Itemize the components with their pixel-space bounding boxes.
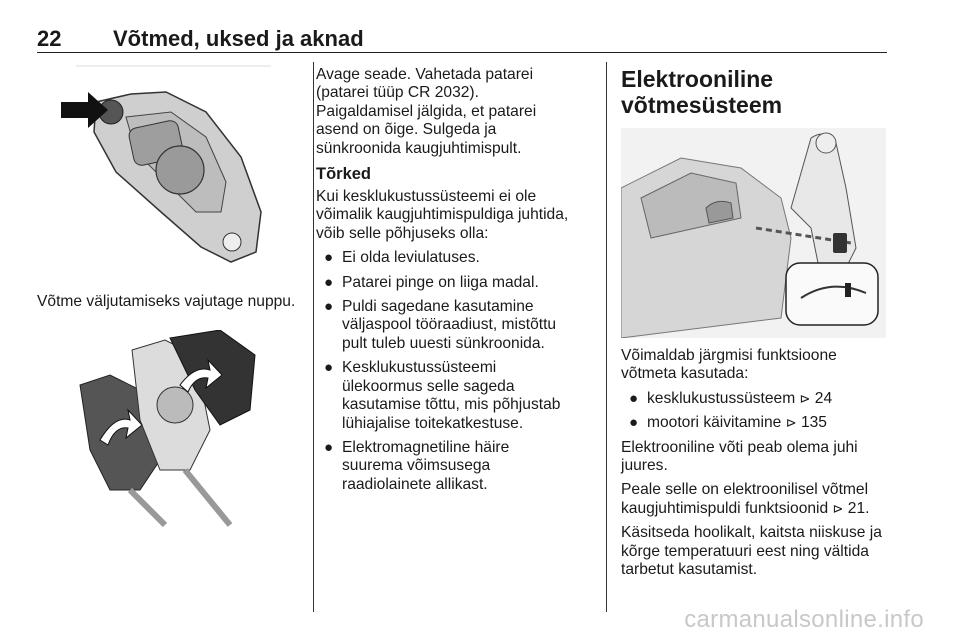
column-3-body [621,347,911,585]
battery-paragraph: Avage seade. Vahetada patarei (patarei tüüp CR 2032). Paigaldamisel jälgida, et patarei asend on õige. Sulgeda ja sünkroonida kaugjuhtimispult. [316,66,537,157]
remote-functions-paragraph: Peale selle on elektroonilisel võtmel kaugjuhtimispuldi funktsioonid ⊳ 21. [621,481,870,517]
list-item: ● Puldi sagedane kasutamine väljaspool tööraadiust, mistõttu pult tuleb uuesti sünkroonida. [324,298,557,352]
list-item: ● Ei olda leviulatuses. [324,249,480,267]
column-2 [316,66,602,500]
functions-intro: Võimaldab järgmisi funktsioone võtmeta kasutada: [621,347,837,383]
page-ref-icon: ⊳ [785,415,797,431]
page-ref-icon: ⊳ [832,500,844,516]
section-heading: Elektrooniline võtmesüsteem [621,66,783,118]
faults-heading: Tõrked [316,165,372,184]
page-ref-link[interactable]: 21. [847,499,870,517]
list-item: ● Kesklukustussüsteemi ülekoormus selle sageda kasutamise tõttu, mis põhjustab lühiajalise toitekatkestuse. [324,359,561,432]
chapter-title: Võtmed, uksed ja aknad [113,26,364,51]
care-paragraph: Käsitseda hoolikalt, kaitsta niiskuse ja kõrge temperatuuri eest ning vältida tarbetut kasutamist. [621,524,882,579]
watermark: carmanualsonline.info [684,606,924,633]
column-divider-1 [313,62,314,612]
page-ref-link[interactable]: 135 [800,414,827,432]
key-requirement-paragraph: Elektrooniline võti peab olema juhi juures. [621,438,858,475]
page-ref-icon: ⊳ [799,390,811,406]
list-item: ● kesklukustussüsteem ⊳ 24 [629,389,833,407]
keyless-car-illustration [621,128,886,338]
functions-list [621,390,911,433]
list-item: ● mootori käivitamine ⊳ 135 [629,414,827,432]
battery-replacement-illustration [70,330,300,530]
page-ref-link[interactable]: 24 [814,389,833,407]
key-caption: Võtme väljutamiseks vajutage nuppu. [37,293,296,310]
page-number: 22 [37,26,62,51]
column-divider-2 [606,62,607,612]
faults-intro: Kui kesklukustussüsteemi ei ole võimalik kaugjuhtimispuldiga juhtida, võib selle põhjuseks olla: [316,188,569,242]
list-item: ● Elektromagnetiline häire suurema võimsusega raadiolainete allikast. [324,438,510,493]
column-3 [621,66,911,128]
key-fob-illustration [56,62,276,272]
faults-list [316,249,602,494]
page-header [37,22,887,53]
list-item: ● Patarei pinge on liiga madal. [324,273,539,291]
